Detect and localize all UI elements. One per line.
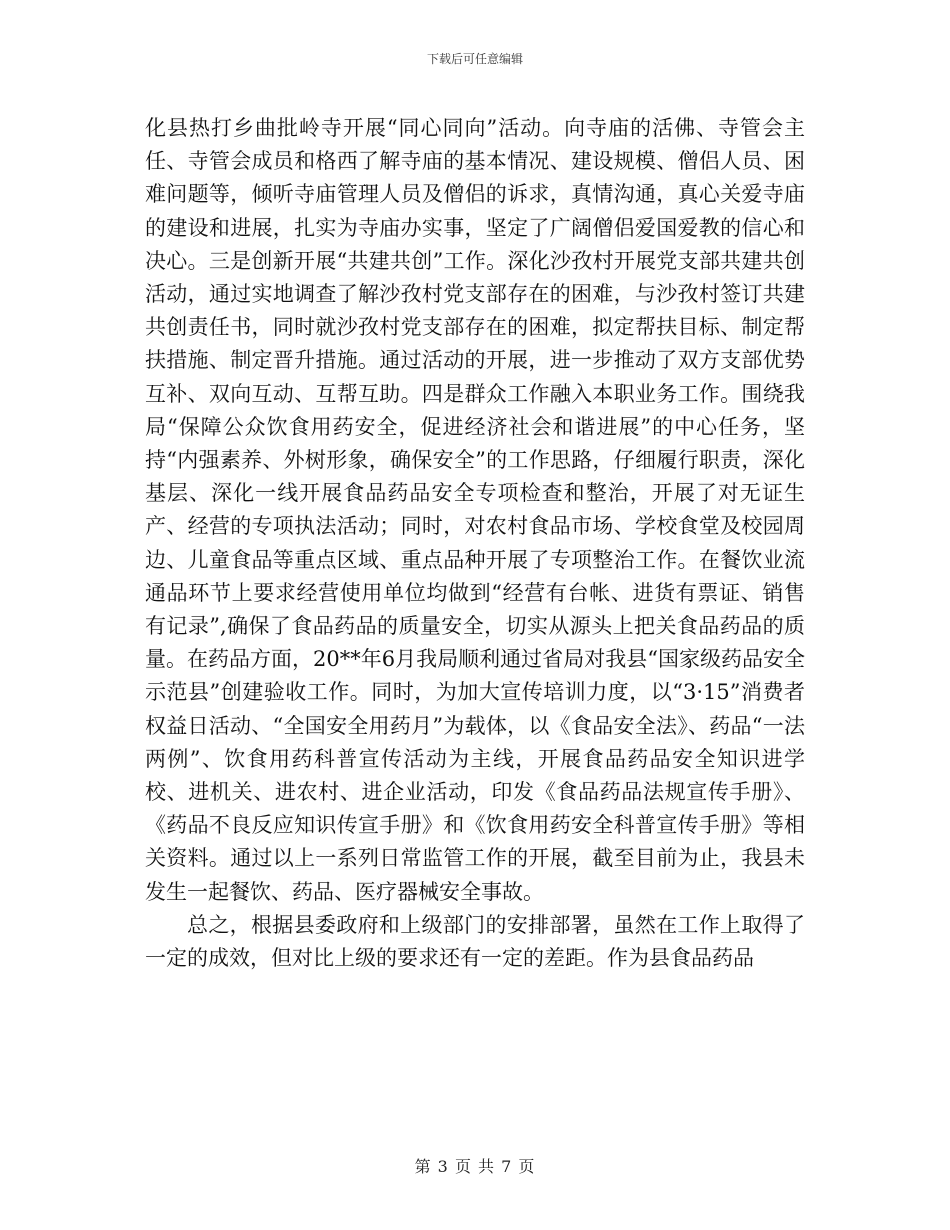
page-number-footer: 第 3 页 共 7 页 <box>414 1157 536 1176</box>
paragraph-summary: 总之，根据县委政府和上级部门的安排部署，虽然在工作上取得了一定的成效，但对比上级的要求还有一定的差距。作为县食品药品 <box>145 912 805 971</box>
paragraph-continuation: 化县热打乡曲批岭寺开展“同心同向”活动。向寺庙的活佛、寺管会主任、寺管会成员和格西了解寺庙的基本情况、建设规模、僧侣人员、困难问题等，倾听寺庙管理人员及僧侣的诉求，真情沟通，真心关爱寺庙的建设和进展，扎实为寺庙办实事，坚定了广阔僧侣爱国爱教的信心和决心。三是创新开展“共建共创”工作。深化沙孜村开展党支部共建共创活动，通过实地调查了解沙孜村党支部存在的困难，与沙孜村签订共建共创责任书，同时就沙孜村党支部存在的困难，拟定帮扶目标、制定帮扶措施、制定晋升措施。通过活动的开展，进一步推动了双方支部优势互补、双向互动、互帮互助。四是群众工作融入本职业务工作。围绕我局“保障公众饮食用药安全，促进经济社会和谐进展”的中心任务，坚持“内强素养、外树形象，确保安全”的工作思路，仔细履行职责，深化基层、深化一线开展食品药品安全专项检查和整治，开展了对无证生产、经营的专项执法活动；同时，对农村食品市场、学校食堂及校园周边、儿童食品等重点区域、重点品种开展了专项整治工作。在餐饮业流通品环节上要求经营使用单位均做到“经营有台帐、进货有票证、销售有记录”,确保了食品药品的质量安全，切实从源头上把关食品药品的质量。在药品方面，20**年6月我局顺利通过省局对我县“国家级药品安全示范县”创建验收工作。同时，为加大宣传培训力度，以“3·15”消费者权益日活动、“全国安全用药月”为载体，以《食品安全法》、药品“一法两例”、饮食用药科普宣传活动为主线，开展食品药品安全知识进学校、进机关、进农村、进企业活动，印发《食品药品法规宣传手册》、《药品不良反应知识传宣手册》和《饮食用药安全科普宣传手册》等相关资料。通过以上一系列日常监管工作的开展，截至目前为止，我县未发生一起餐饮、药品、医疗器械安全事故。 <box>145 116 805 904</box>
document-body <box>145 112 805 975</box>
page-header: 下载后可任意编辑 <box>426 52 523 66</box>
